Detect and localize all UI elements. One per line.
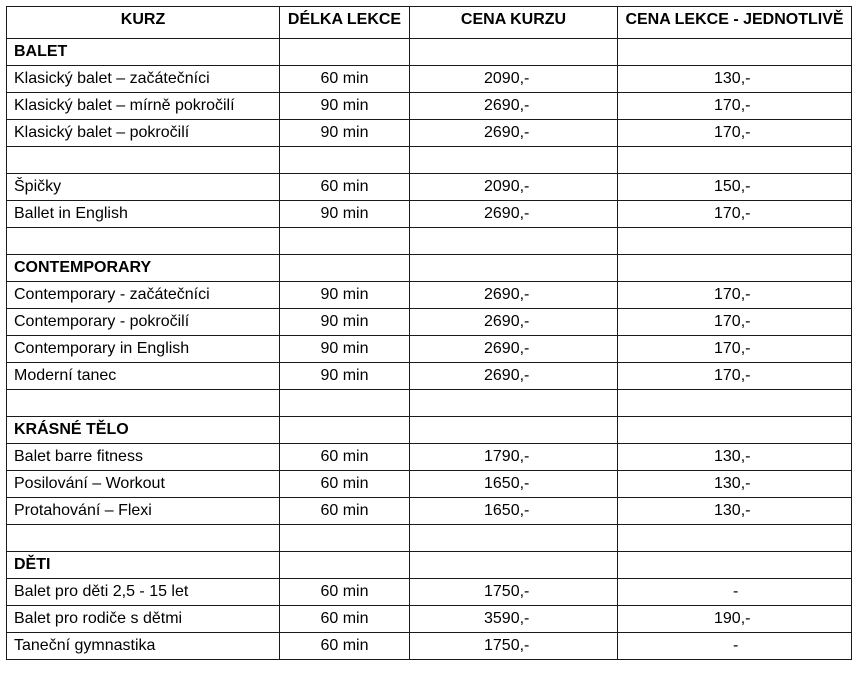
table-row <box>7 390 852 417</box>
lesson-price-cell: 130,- <box>618 471 852 498</box>
lesson-duration-cell: 90 min <box>280 93 410 120</box>
course-name-cell: Klasický balet – pokročilí <box>7 120 280 147</box>
section-empty-cell <box>410 417 618 444</box>
table-row <box>7 606 852 633</box>
section-title: CONTEMPORARY <box>7 255 280 282</box>
section-row <box>7 552 852 579</box>
lesson-price-cell: 190,- <box>618 606 852 633</box>
course-name-cell: Balet pro děti 2,5 - 15 let <box>7 579 280 606</box>
table-header-row <box>7 7 852 39</box>
lesson-price-cell: 170,- <box>618 93 852 120</box>
course-price-cell: 3590,- <box>410 606 618 633</box>
section-title: DĚTI <box>7 552 280 579</box>
table-row <box>7 228 852 255</box>
price-table <box>6 6 852 660</box>
table-row <box>7 93 852 120</box>
table-row <box>7 444 852 471</box>
lesson-duration-cell: 90 min <box>280 336 410 363</box>
course-price-cell <box>410 228 618 255</box>
lesson-price-cell: 170,- <box>618 309 852 336</box>
section-title: KRÁSNÉ TĚLO <box>7 417 280 444</box>
lesson-duration-cell: 60 min <box>280 471 410 498</box>
lesson-price-cell: 130,- <box>618 498 852 525</box>
section-empty-cell <box>410 255 618 282</box>
table-row <box>7 309 852 336</box>
section-empty-cell <box>618 255 852 282</box>
course-price-cell: 2690,- <box>410 93 618 120</box>
table-row <box>7 201 852 228</box>
header-cena-kurzu: CENA KURZU <box>410 7 618 39</box>
course-name-cell: Klasický balet – mírně pokročilí <box>7 93 280 120</box>
lesson-duration-cell: 60 min <box>280 498 410 525</box>
course-price-cell: 1750,- <box>410 633 618 660</box>
course-name-cell: Posilování – Workout <box>7 471 280 498</box>
course-price-cell <box>410 525 618 552</box>
lesson-duration-cell: 60 min <box>280 633 410 660</box>
lesson-duration-cell: 90 min <box>280 282 410 309</box>
section-row <box>7 39 852 66</box>
section-row <box>7 255 852 282</box>
lesson-price-cell: 170,- <box>618 336 852 363</box>
course-price-cell: 1750,- <box>410 579 618 606</box>
table-row <box>7 174 852 201</box>
course-price-cell: 2690,- <box>410 120 618 147</box>
lesson-price-cell: 170,- <box>618 363 852 390</box>
lesson-price-cell <box>618 228 852 255</box>
section-empty-cell <box>410 552 618 579</box>
table-row <box>7 579 852 606</box>
course-name-cell <box>7 228 280 255</box>
course-price-cell: 2690,- <box>410 309 618 336</box>
course-name-cell: Ballet in English <box>7 201 280 228</box>
lesson-price-cell: 130,- <box>618 444 852 471</box>
lesson-price-cell: - <box>618 579 852 606</box>
lesson-duration-cell: 60 min <box>280 606 410 633</box>
lesson-duration-cell: 90 min <box>280 363 410 390</box>
section-empty-cell <box>280 255 410 282</box>
lesson-duration-cell <box>280 525 410 552</box>
table-row <box>7 633 852 660</box>
table-row <box>7 363 852 390</box>
section-empty-cell <box>410 39 618 66</box>
section-empty-cell <box>280 39 410 66</box>
lesson-price-cell <box>618 390 852 417</box>
section-row <box>7 417 852 444</box>
course-name-cell: Taneční gymnastika <box>7 633 280 660</box>
course-price-cell: 2090,- <box>410 66 618 93</box>
course-price-cell: 2690,- <box>410 201 618 228</box>
lesson-duration-cell <box>280 147 410 174</box>
section-empty-cell <box>280 552 410 579</box>
table-row <box>7 120 852 147</box>
header-cena-lekce: CENA LEKCE - JEDNOTLIVĚ <box>618 7 852 39</box>
course-name-cell: Contemporary - začátečníci <box>7 282 280 309</box>
header-delka-lekce: DÉLKA LEKCE <box>280 7 410 39</box>
course-name-cell: Protahování – Flexi <box>7 498 280 525</box>
lesson-duration-cell <box>280 228 410 255</box>
course-name-cell <box>7 390 280 417</box>
section-empty-cell <box>618 552 852 579</box>
course-price-cell <box>410 390 618 417</box>
lesson-duration-cell: 90 min <box>280 120 410 147</box>
lesson-price-cell <box>618 147 852 174</box>
table-row <box>7 498 852 525</box>
course-name-cell: Balet pro rodiče s dětmi <box>7 606 280 633</box>
lesson-price-cell: 150,- <box>618 174 852 201</box>
table-body <box>7 39 852 660</box>
section-empty-cell <box>618 39 852 66</box>
course-price-cell: 1650,- <box>410 471 618 498</box>
table-row <box>7 525 852 552</box>
lesson-price-cell <box>618 525 852 552</box>
lesson-price-cell: - <box>618 633 852 660</box>
section-title: BALET <box>7 39 280 66</box>
lesson-price-cell: 170,- <box>618 282 852 309</box>
course-name-cell: Balet barre fitness <box>7 444 280 471</box>
lesson-duration-cell: 90 min <box>280 309 410 336</box>
lesson-price-cell: 130,- <box>618 66 852 93</box>
header-kurz: KURZ <box>7 7 280 39</box>
course-price-cell: 2090,- <box>410 174 618 201</box>
lesson-duration-cell: 60 min <box>280 444 410 471</box>
course-name-cell <box>7 525 280 552</box>
table-row <box>7 471 852 498</box>
course-name-cell: Moderní tanec <box>7 363 280 390</box>
course-price-cell: 2690,- <box>410 282 618 309</box>
lesson-price-cell: 170,- <box>618 120 852 147</box>
course-name-cell: Klasický balet – začátečníci <box>7 66 280 93</box>
course-price-cell <box>410 147 618 174</box>
table-row <box>7 147 852 174</box>
course-price-cell: 2690,- <box>410 336 618 363</box>
lesson-price-cell: 170,- <box>618 201 852 228</box>
course-price-cell: 1650,- <box>410 498 618 525</box>
table-row <box>7 66 852 93</box>
course-name-cell: Contemporary - pokročilí <box>7 309 280 336</box>
section-empty-cell <box>280 417 410 444</box>
course-name-cell <box>7 147 280 174</box>
lesson-duration-cell <box>280 390 410 417</box>
course-name-cell: Contemporary in English <box>7 336 280 363</box>
lesson-duration-cell: 60 min <box>280 579 410 606</box>
lesson-duration-cell: 60 min <box>280 66 410 93</box>
lesson-duration-cell: 90 min <box>280 201 410 228</box>
lesson-duration-cell: 60 min <box>280 174 410 201</box>
table-row <box>7 282 852 309</box>
course-name-cell: Špičky <box>7 174 280 201</box>
table-row <box>7 336 852 363</box>
course-price-cell: 1790,- <box>410 444 618 471</box>
course-price-cell: 2690,- <box>410 363 618 390</box>
section-empty-cell <box>618 417 852 444</box>
